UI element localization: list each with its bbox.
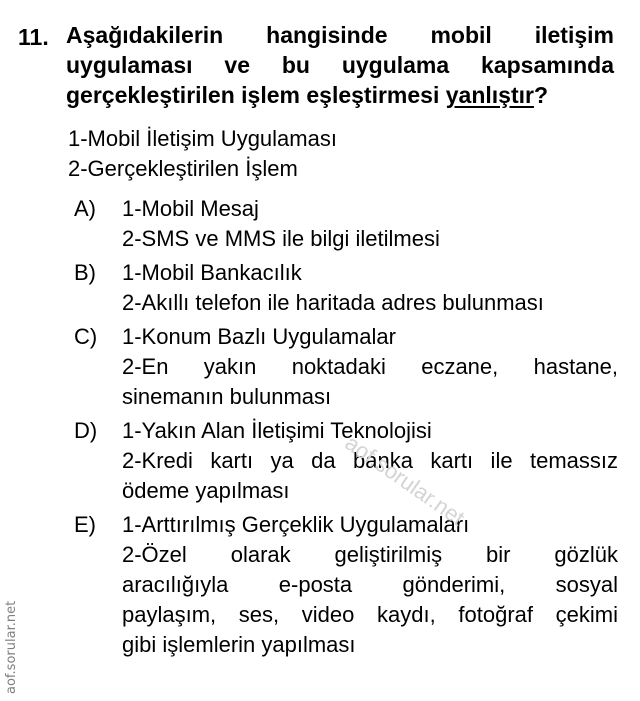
option-letter: D): [74, 418, 98, 443]
side-watermark: [4, 594, 18, 694]
option-line: ödeme yapılması: [122, 478, 290, 503]
question-stem-line: Aşağıdakilerin hangisinde mobil iletişim: [66, 22, 614, 48]
option-text: [122, 322, 618, 412]
option-line: gibi işlemlerin yapılması: [122, 632, 356, 657]
option-text: [122, 510, 618, 660]
option-line: 1-Konum Bazlı Uygulamalar: [122, 324, 396, 349]
question-stem-text: gerçekleştirilen işlem eşleştirmesi: [66, 82, 446, 108]
option-line: sinemanın bulunması: [122, 384, 332, 409]
option-line: paylaşım, ses, video kaydı, fotoğraf çekimi: [122, 602, 618, 627]
option-line: aracılığıyla e-posta gönderimi, sosyal: [122, 572, 618, 597]
option-letter: E): [74, 512, 96, 537]
option-line: 2-Akıllı telefon ile haritada adres bulunması: [122, 290, 544, 315]
option-letter: B): [74, 260, 96, 285]
option-line: 2-SMS ve MMS ile bilgi iletilmesi: [122, 226, 440, 251]
option-letter: A): [74, 196, 96, 221]
option-line: 1-Arttırılmış Gerçeklik Uygulamaları: [122, 512, 470, 537]
question-stem-line: [66, 80, 614, 110]
legend-item: 1-Mobil İletişim Uygulaması: [68, 126, 337, 151]
option-line: 1-Yakın Alan İletişimi Teknolojisi: [122, 418, 432, 443]
diagonal-watermark: aof.sorular.net: [340, 430, 470, 531]
question-block: [18, 20, 618, 664]
option-line: 2-Özel olarak geliştirilmiş bir gözlük: [122, 542, 618, 567]
option-text: [122, 194, 618, 254]
side-watermark-text: aof.sorular.net: [4, 600, 19, 694]
question-stem: [66, 20, 614, 110]
question-stem-emphasis: yanlıştır: [445, 82, 534, 108]
answer-options: [18, 194, 618, 660]
option-line: 2-Kredi kartı ya da banka kartı ile temassız: [122, 448, 618, 473]
option-line: 1-Mobil Bankacılık: [122, 260, 302, 285]
question-header: [18, 20, 618, 110]
question-stem-line: uygulaması ve bu uygulama kapsamında: [66, 52, 614, 78]
option-a[interactable]: [18, 194, 618, 254]
option-c[interactable]: [18, 322, 618, 412]
question-number: 11.: [18, 24, 49, 50]
option-line: 1-Mobil Mesaj: [122, 196, 259, 221]
legend-item: 2-Gerçekleştirilen İşlem: [68, 156, 298, 181]
option-letter: C): [74, 324, 98, 349]
option-b[interactable]: [18, 258, 618, 318]
option-text: [122, 416, 618, 506]
question-stem-end: ?: [533, 82, 549, 108]
question-legend: [68, 124, 618, 184]
option-e[interactable]: [18, 510, 618, 660]
option-text: [122, 258, 618, 318]
option-d[interactable]: [18, 416, 618, 506]
option-line: 2-En yakın noktadaki eczane, hastane,: [122, 354, 618, 379]
